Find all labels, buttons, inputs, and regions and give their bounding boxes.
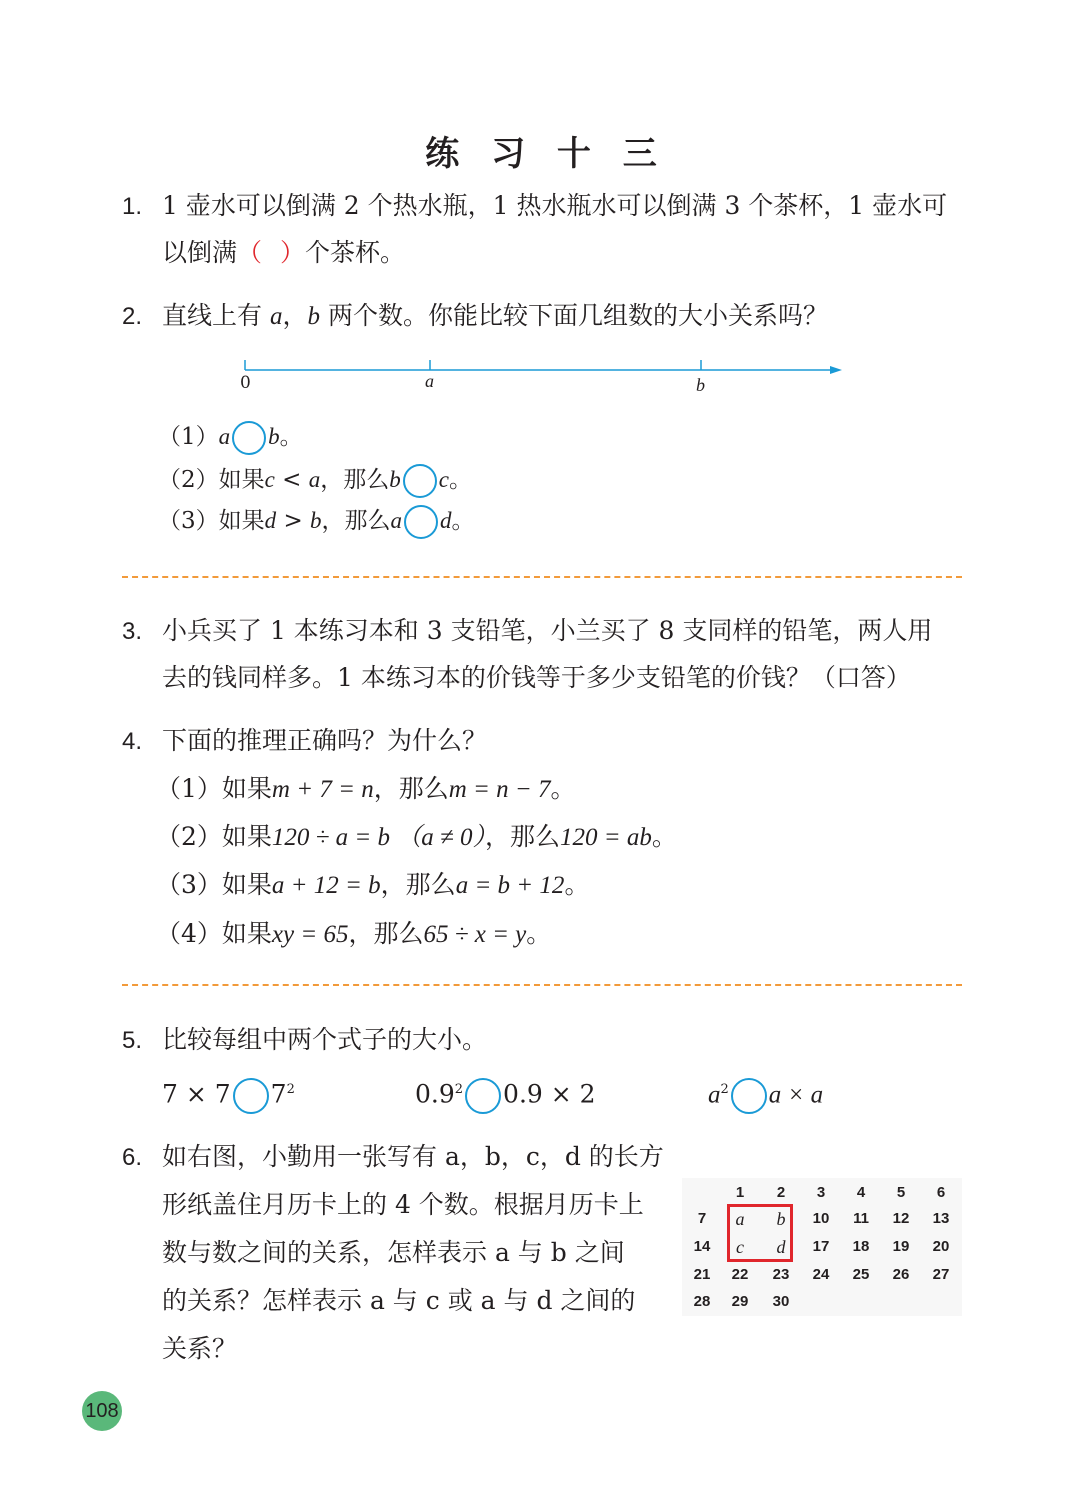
calendar-cell: 26 bbox=[892, 1266, 910, 1283]
question-5: 5. bbox=[122, 1027, 143, 1054]
question-6-line1: 如右图，小勤用一张写有 a，b，c，d 的长方 bbox=[162, 1142, 664, 1171]
calendar-cell-c: c bbox=[736, 1237, 744, 1257]
calendar-cell: 18 bbox=[852, 1238, 870, 1255]
question-6: 6. bbox=[122, 1144, 143, 1171]
calendar-cell: 6 bbox=[936, 1184, 946, 1201]
calendar-cell: 1 bbox=[735, 1184, 745, 1201]
number-line bbox=[230, 350, 850, 400]
calendar-cell: 5 bbox=[896, 1184, 906, 1201]
page-title bbox=[0, 126, 1082, 175]
question-6-line2: 形纸盖住月历卡上的 4 个数。根据月历卡上 bbox=[162, 1190, 644, 1219]
question-1-line1: 1 壶水可以倒满 2 个热水瓶，1 热水瓶水可以倒满 3 个茶杯，1 壶水可 bbox=[162, 191, 948, 220]
calendar-cell-a: a bbox=[735, 1209, 745, 1229]
compare-circle[interactable] bbox=[232, 421, 266, 455]
section-divider bbox=[122, 576, 962, 578]
calendar-cell: 19 bbox=[892, 1238, 910, 1255]
question-1-line2: 以倒满（ ）个茶杯。 bbox=[162, 238, 406, 267]
q2-sub1: （1）a b。 bbox=[158, 416, 303, 458]
calendar-cell: 25 bbox=[852, 1266, 870, 1283]
calendar-cell-b: b bbox=[776, 1209, 786, 1229]
calendar-cell: 4 bbox=[856, 1184, 866, 1201]
calendar-cell: 11 bbox=[853, 1210, 869, 1227]
calendar-cell: 13 bbox=[932, 1210, 950, 1227]
compare-circle[interactable] bbox=[404, 505, 438, 539]
calendar-cell: 20 bbox=[932, 1238, 950, 1255]
calendar-cell: 24 bbox=[812, 1266, 830, 1283]
calendar-cell-d: d bbox=[776, 1237, 786, 1257]
compare-circle[interactable] bbox=[731, 1078, 767, 1114]
calendar-cell: 2 bbox=[776, 1184, 786, 1201]
q5-group-3: $a^2$ a × a bbox=[708, 1066, 823, 1119]
calendar-cell: 3 bbox=[816, 1184, 826, 1201]
answer-paren-open: （ bbox=[237, 238, 263, 267]
question-6-line3: 数与数之间的关系，怎样表示 a 与 b 之间 bbox=[162, 1238, 625, 1267]
question-3-line1: 小兵买了 1 本练习本和 3 支铅笔，小兰买了 8 支同样的铅笔，两人用 bbox=[162, 616, 933, 645]
calendar-cell: 14 bbox=[693, 1238, 711, 1255]
calendar-cell: 7 bbox=[697, 1210, 707, 1227]
question-3-line2: 去的钱同样多。1 本练习本的价钱等于多少支铅笔的价钱？（口答） bbox=[162, 663, 911, 692]
question-2: 2. bbox=[122, 303, 143, 330]
q4-item-2: （2）如果120 ÷ a = b （a ≠ 0），那么120 = ab。 bbox=[156, 822, 677, 851]
title-char: 习 bbox=[491, 134, 526, 174]
calendar-cell: 21 bbox=[693, 1266, 711, 1283]
section-divider bbox=[122, 984, 962, 986]
number-line-label-a: a bbox=[425, 371, 434, 391]
q4-item-3: （3）如果a + 12 = b，那么a = b + 12。 bbox=[156, 870, 590, 899]
question-3: 3. bbox=[122, 618, 143, 645]
question-6-line4: 的关系？怎样表示 a 与 c 或 a 与 d 之间的 bbox=[162, 1286, 636, 1315]
calendar-cell: 29 bbox=[731, 1293, 749, 1310]
calendar-cell: 17 bbox=[812, 1238, 830, 1255]
question-5-text: 比较每组中两个式子的大小。 bbox=[162, 1025, 488, 1054]
calendar-cell: 30 bbox=[772, 1293, 790, 1310]
question-1 bbox=[122, 182, 142, 231]
page-number-badge: 108 bbox=[82, 1391, 122, 1431]
question-4-text: 下面的推理正确吗？为什么？ bbox=[162, 726, 488, 755]
calendar-cell: 12 bbox=[892, 1210, 910, 1227]
title-char: 三 bbox=[622, 134, 657, 174]
number-line-label-b: b bbox=[696, 375, 705, 395]
title-char: 十 bbox=[556, 134, 591, 174]
number-line-label-zero: 0 bbox=[240, 373, 251, 393]
calendar-cell: 10 bbox=[812, 1210, 830, 1227]
calendar-cell: 23 bbox=[772, 1266, 790, 1283]
title-char: 练 bbox=[425, 134, 460, 174]
q2-sub3: （3）如果d > b，那么a d。 bbox=[158, 500, 475, 542]
answer-paren-close: ） bbox=[280, 238, 306, 267]
compare-circle[interactable] bbox=[403, 464, 437, 498]
calendar-cell: 28 bbox=[693, 1293, 711, 1310]
question-2-text: 直线上有 a，b 两个数。你能比较下面几组数的大小关系吗？ bbox=[162, 301, 828, 330]
q5-group-1: 7 × 7 $7^2$ bbox=[162, 1066, 295, 1118]
compare-circle[interactable] bbox=[233, 1078, 269, 1114]
q4-item-4: （4）如果xy = 65，那么65 ÷ x = y。 bbox=[156, 919, 552, 948]
question-number: 1. bbox=[122, 193, 143, 220]
covering-rectangle bbox=[727, 1204, 793, 1262]
question-4: 4. bbox=[122, 728, 143, 755]
calendar-card bbox=[682, 1178, 962, 1316]
q4-item-1: （1）如果m + 7 = n，那么m = n − 7。 bbox=[156, 774, 576, 803]
compare-circle[interactable] bbox=[465, 1078, 501, 1114]
question-6-line5: 关系？ bbox=[162, 1334, 238, 1363]
calendar-cell: 27 bbox=[932, 1266, 950, 1283]
calendar-cell: 22 bbox=[731, 1266, 749, 1283]
q5-group-2: $0.9^2$ 0.9 × 2 bbox=[415, 1066, 596, 1118]
q2-sub2: （2）如果c < a，那么b c。 bbox=[158, 459, 472, 501]
number-line-arrow bbox=[830, 366, 842, 374]
